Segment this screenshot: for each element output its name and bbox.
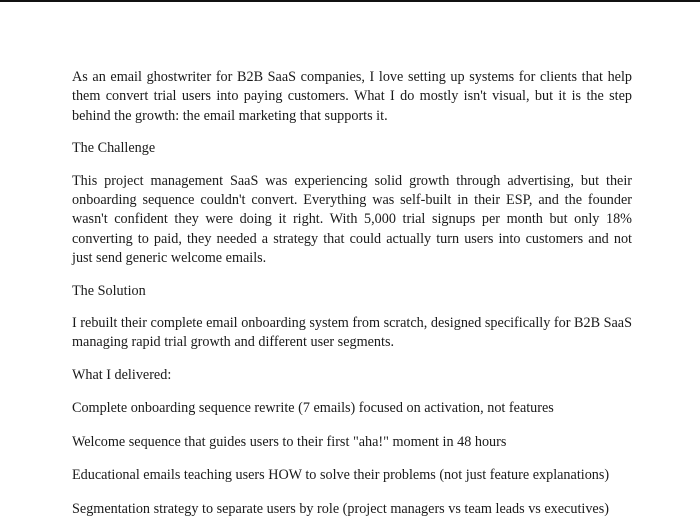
challenge-heading: The Challenge [72,140,156,157]
solution-heading: The Solution [72,282,146,299]
intro-paragraph: As an email ghostwriter for B2B SaaS companies, I love setting up systems for clients that help them convert trial users into paying customers. What I do mostly isn't visual, but it is the step behind the growth: the email marketing that supports it. [72,69,632,124]
solution-paragraph: I rebuilt their complete email onboarding system from scratch, designed specifically for B2B SaaS managing rapid trial growth and different user segments. [72,315,632,351]
delivered-heading: What I delivered: [72,366,172,383]
delivered-item: Educational emails teaching users HOW to solve their problems (not just feature explanations) [72,467,610,484]
delivered-item: Segmentation strategy to separate users by role (project managers vs team leads vs executives) [72,500,609,517]
delivered-item: Complete onboarding sequence rewrite (7 emails) focused on activation, not features [72,400,554,417]
delivered-item: Welcome sequence that guides users to their first "aha!" moment in 48 hours [72,433,507,450]
document-body [72,68,632,519]
top-border-line [0,0,700,2]
challenge-paragraph: This project management SaaS was experiencing solid growth through advertising, but their onboarding sequence couldn't convert. Everything was self-built in their ESP, and the founder wasn't confident they were doing it right. With 5,000 trial signups per month but only 18% converting to paid, they needed a strategy that could actually turn users into customers and not just send generic welcome emails. [72,172,632,267]
